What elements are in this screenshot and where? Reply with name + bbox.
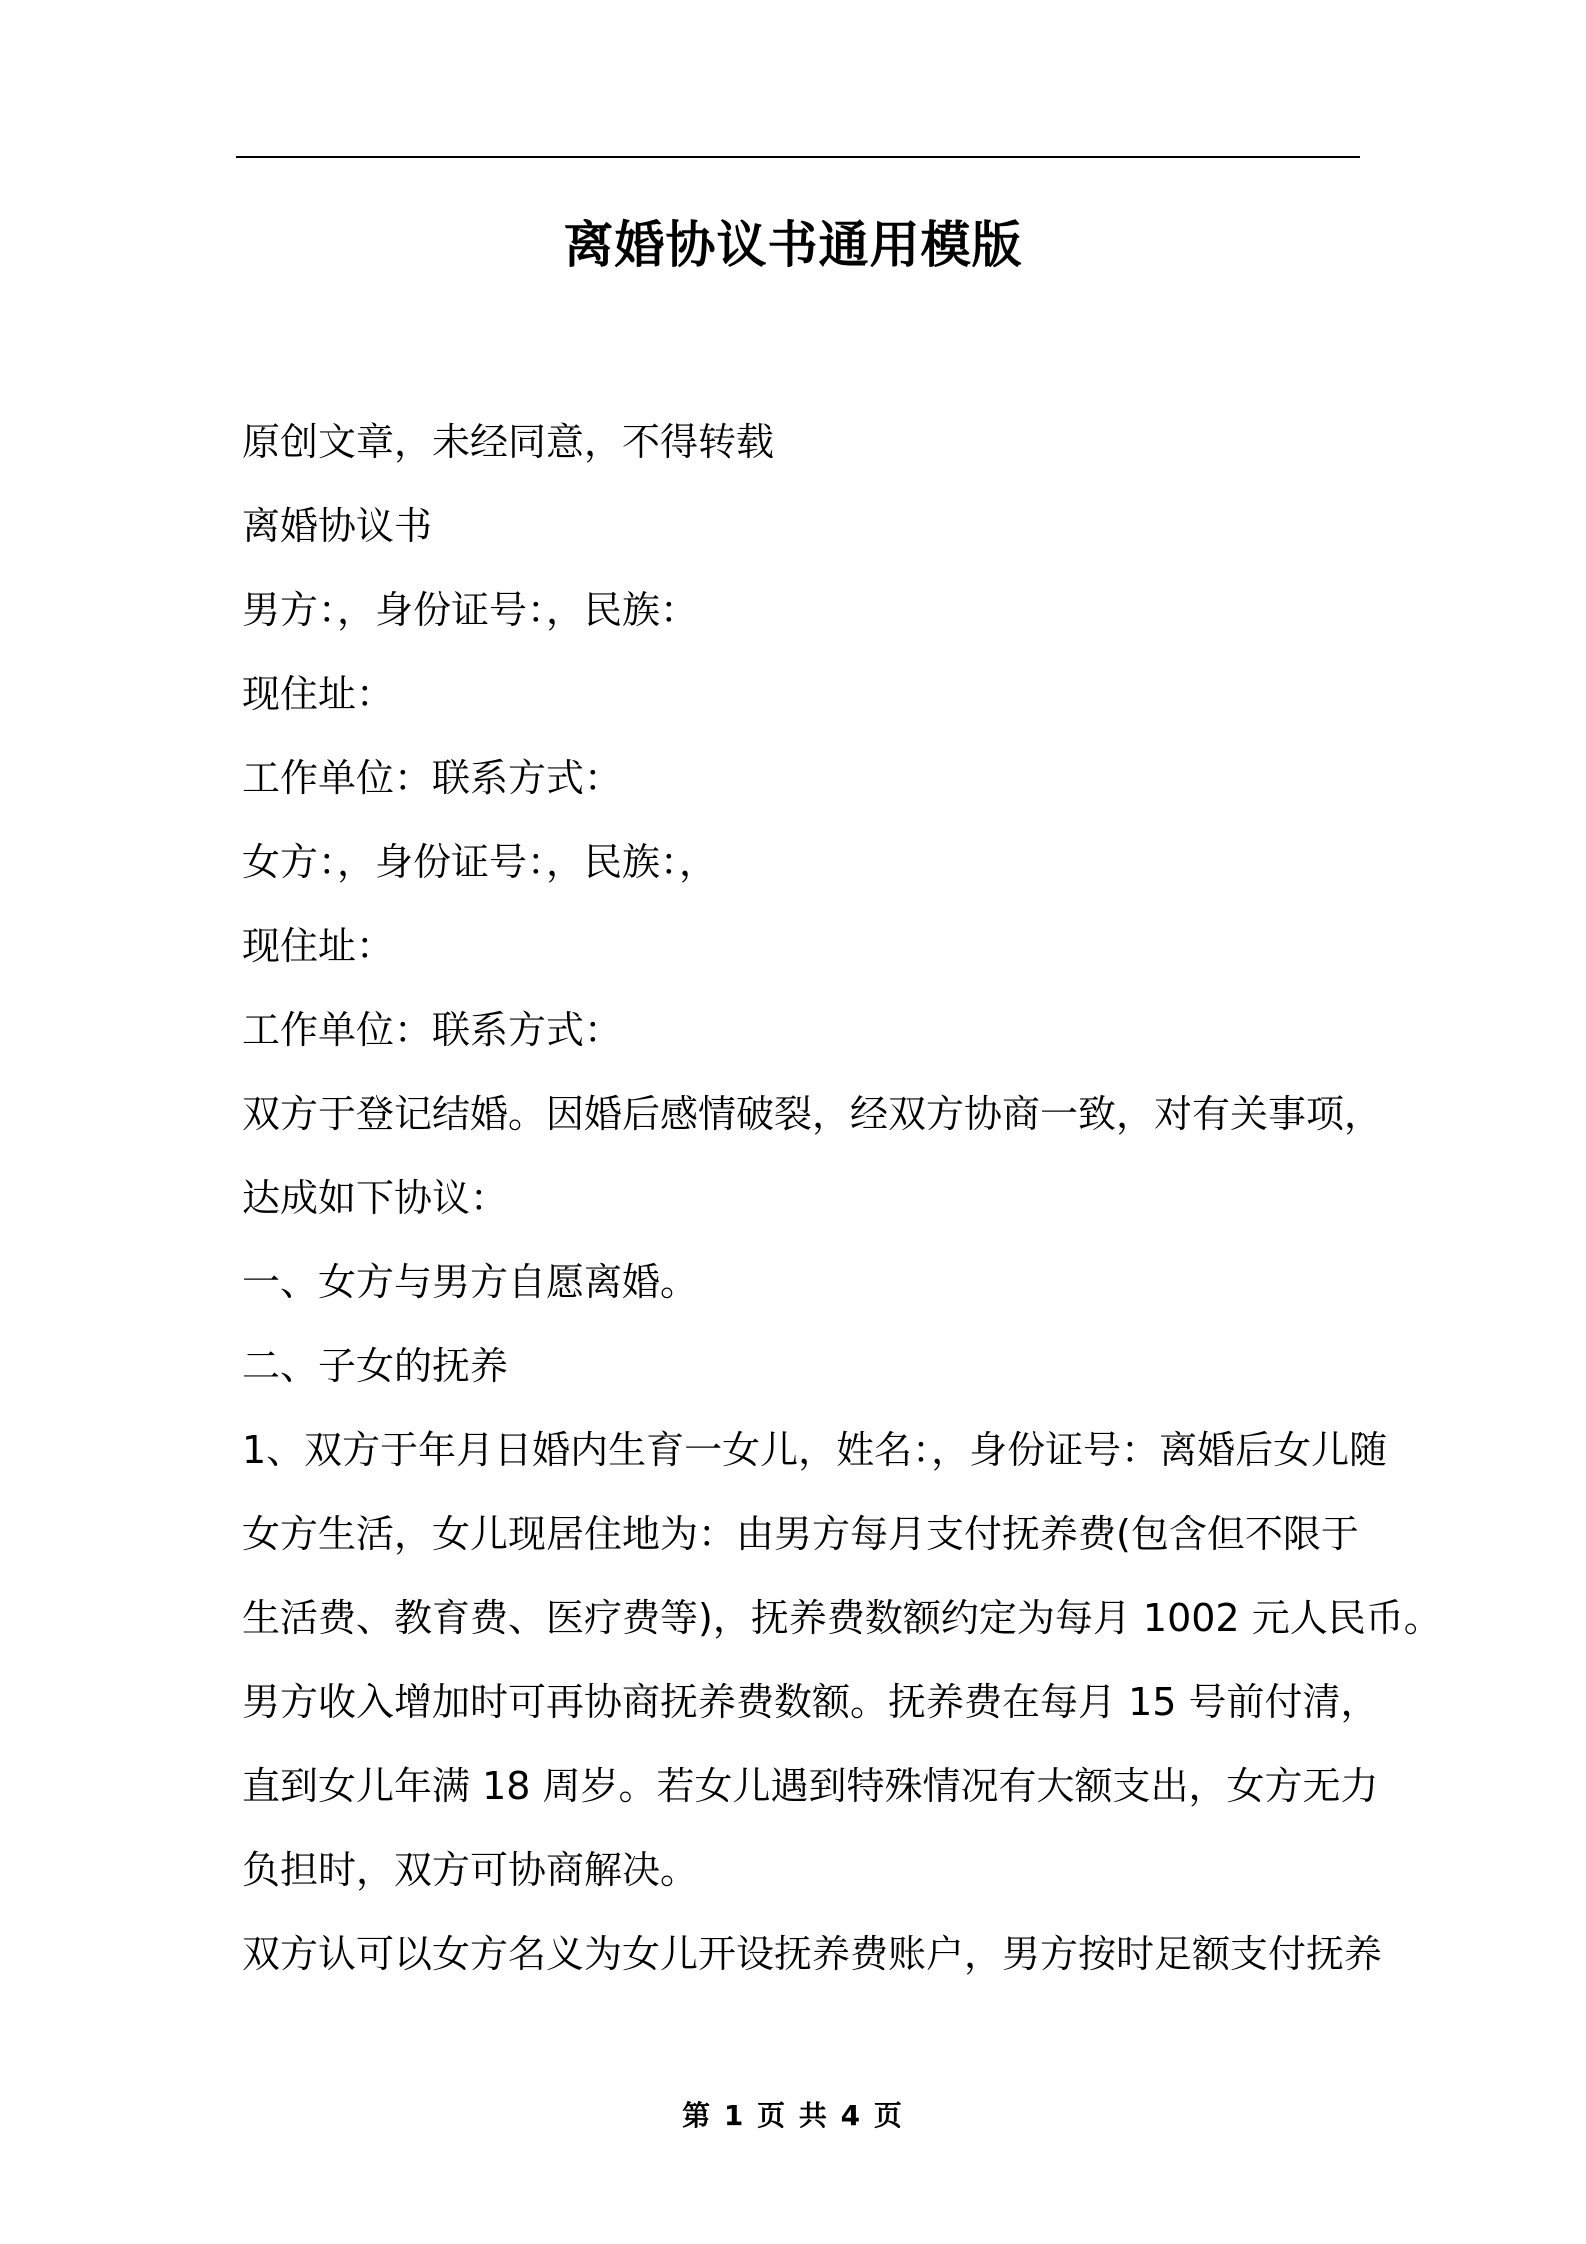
- clause-child-custody-heading: 二、子女的抚养: [242, 1344, 509, 1388]
- document-body: [242, 400, 1442, 1996]
- document-title: 离婚协议书通用模版: [563, 216, 1023, 274]
- agreement-intro-line: 达成如下协议：: [242, 1176, 509, 1220]
- male-employer-contact: 工作单位：联系方式：: [242, 756, 623, 800]
- child-support-line: 直到女儿年满 18 周岁。若女儿遇到特殊情况有大额支出，女方无力: [242, 1764, 1379, 1808]
- header-rule: [236, 156, 1360, 158]
- child-support-line: 生活费、教育费、医疗费等)，抚养费数额约定为每月 1002 元人民币。: [242, 1596, 1442, 1640]
- support-account-clause: 双方认可以女方名义为女儿开设抚养费账户，男方按时足额支付抚养: [242, 1932, 1383, 1976]
- child-support-line: 男方收入增加时可再协商抚养费数额。抚养费在每月 15 号前付清，: [242, 1680, 1379, 1724]
- female-party-info: 女方：，身份证号：，民族：，: [242, 840, 718, 884]
- copyright-notice: 原创文章，未经同意，不得转载: [242, 420, 775, 464]
- child-support-line: 负担时，双方可协商解决。: [242, 1848, 699, 1892]
- agreement-intro: [242, 1072, 1383, 1240]
- child-support-line: 1、双方于年月日婚内生育一女儿，姓名：，身份证号：离婚后女儿随: [242, 1428, 1388, 1472]
- clause-divorce: 一、女方与男方自愿离婚。: [242, 1260, 699, 1304]
- agreement-intro-line: 双方于登记结婚。因婚后感情破裂，经双方协商一致，对有关事项，: [242, 1092, 1383, 1136]
- page-number: 第 1 页 共 4 页: [682, 2099, 904, 2132]
- male-address: 现住址：: [242, 672, 395, 716]
- child-support-line: 女方生活，女儿现居住地为：由男方每月支付抚养费(包含但不限于: [242, 1512, 1359, 1556]
- female-employer-contact: 工作单位：联系方式：: [242, 1008, 623, 1052]
- female-address: 现住址：: [242, 924, 395, 968]
- agreement-heading: 离婚协议书: [242, 504, 433, 548]
- male-party-info: 男方：，身份证号：，民族：: [242, 588, 699, 632]
- clause-child-support: [242, 1408, 1442, 1912]
